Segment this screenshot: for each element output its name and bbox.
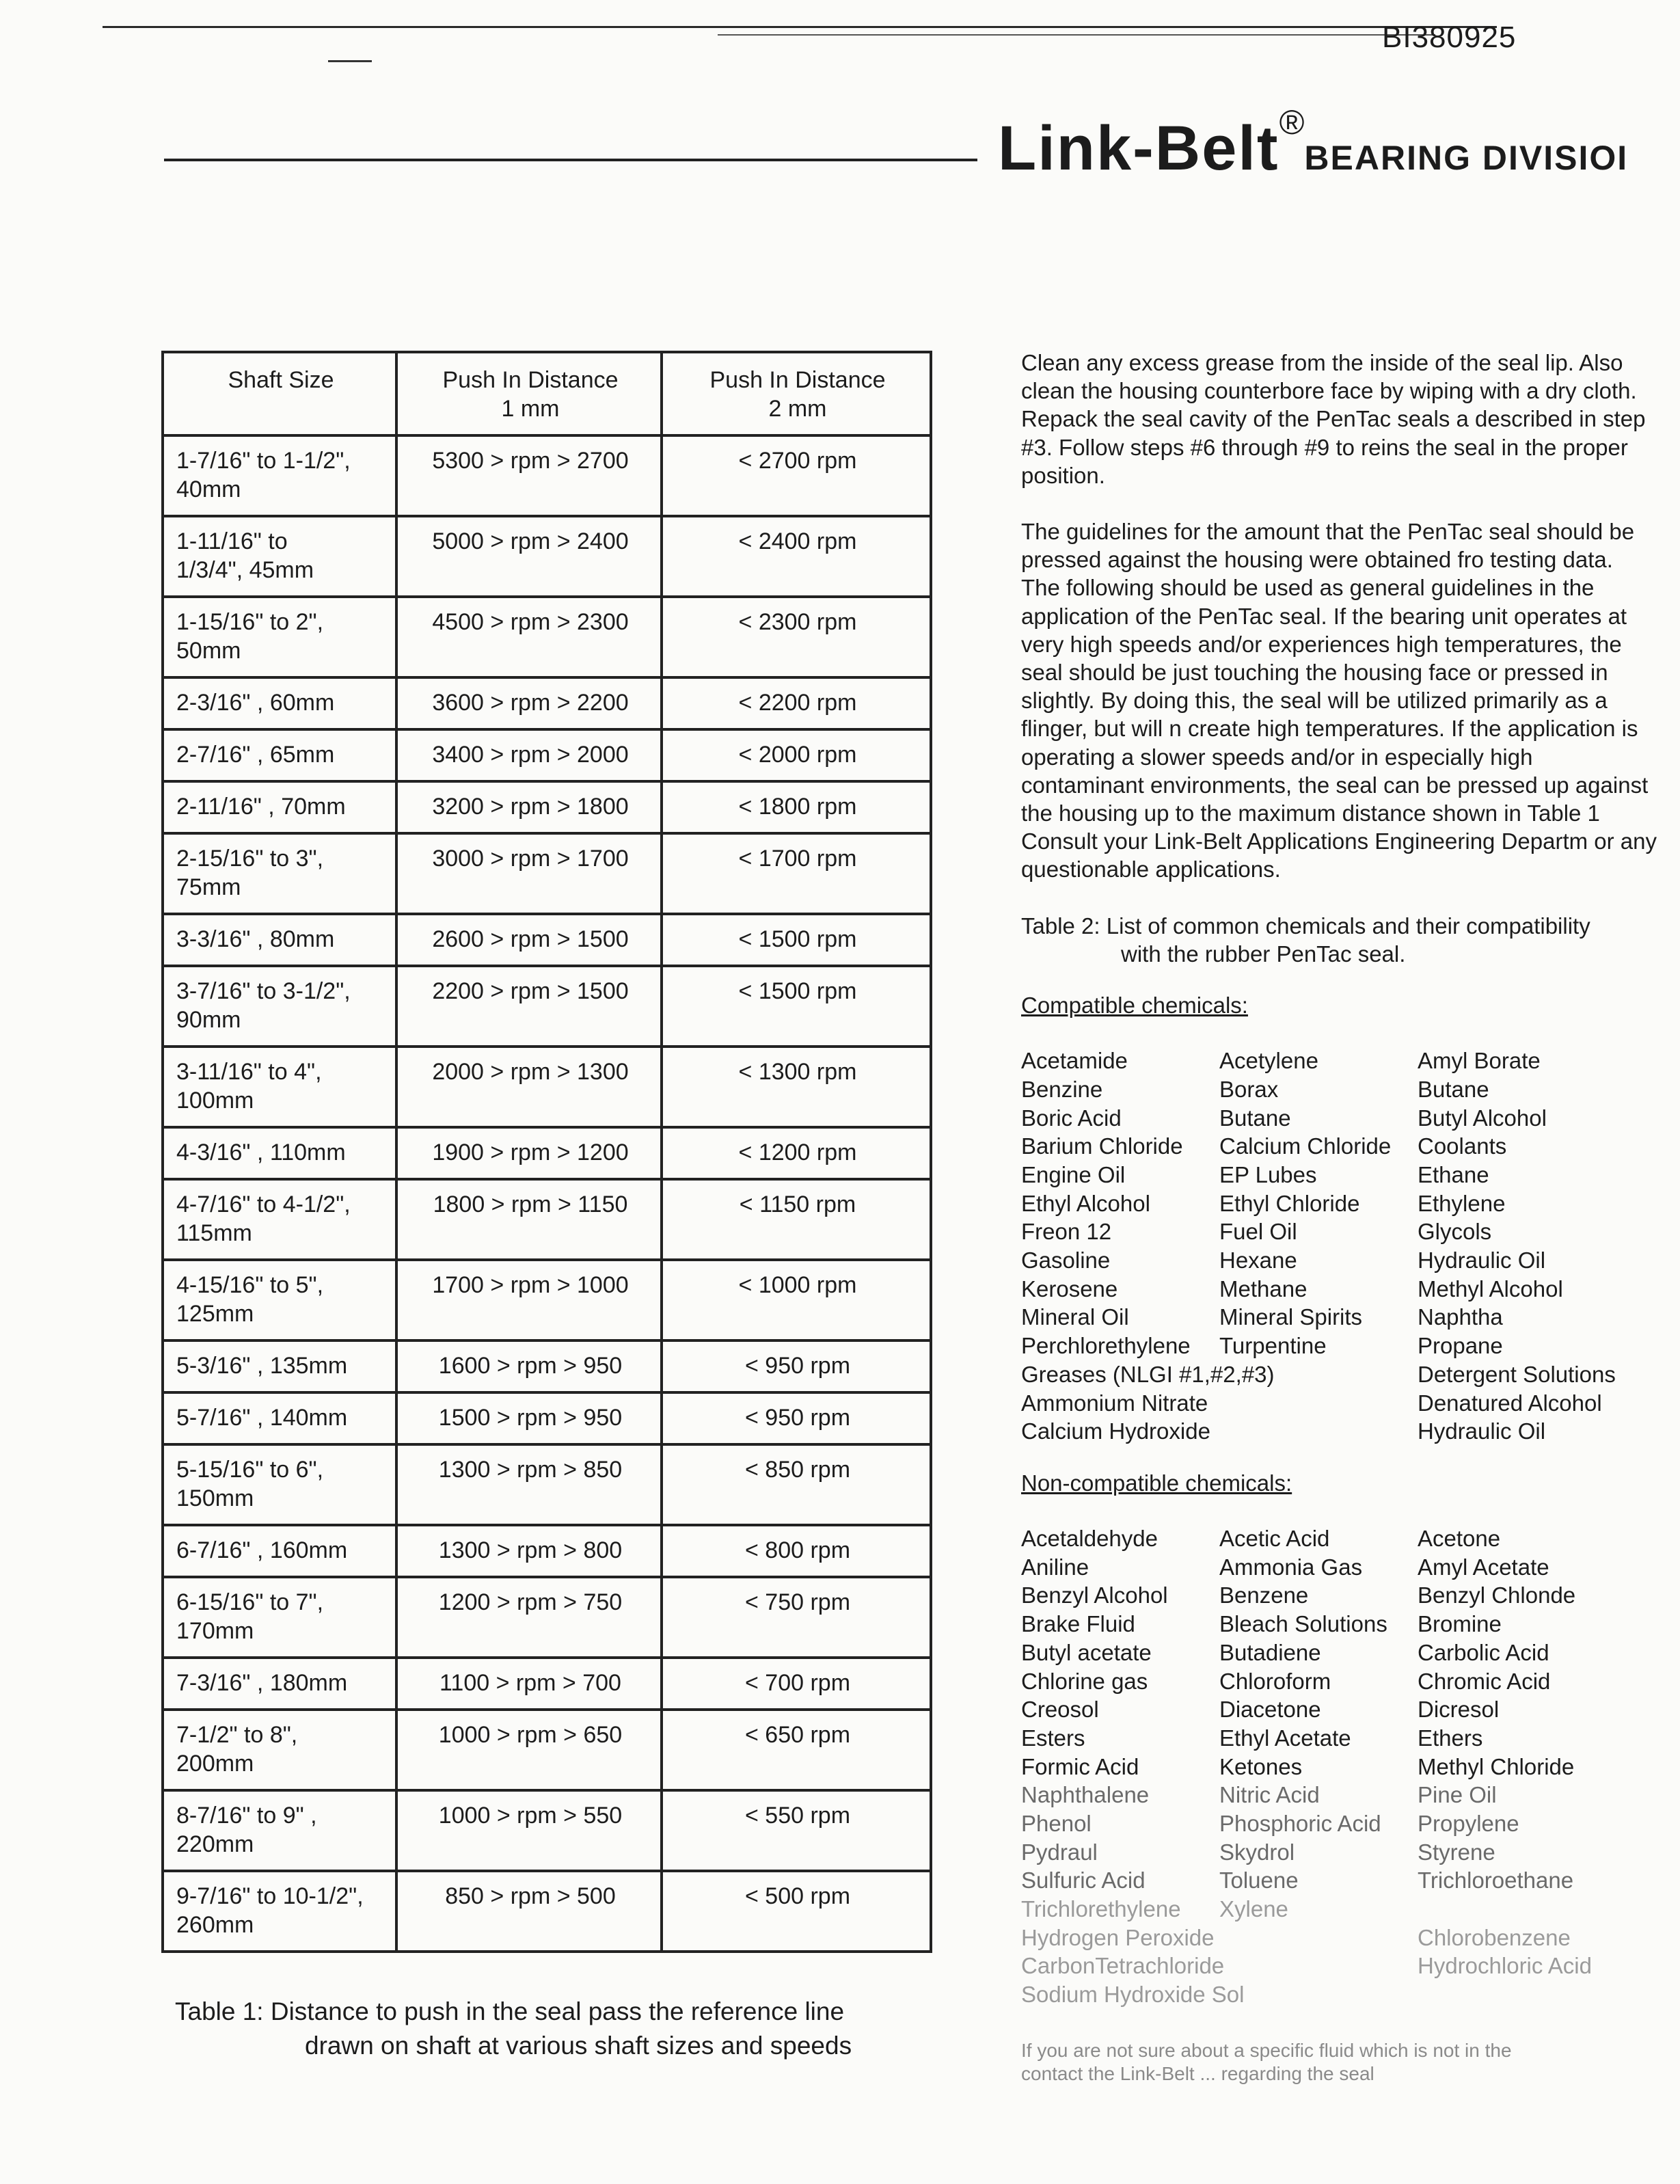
table-row [163,1577,931,1658]
push-2mm-cell: < 550 rpm [662,1790,931,1871]
chemical-item: Perchlorethylene [1021,1333,1191,1359]
table-row [163,435,931,516]
table-row [163,1392,931,1444]
shaft-size-cell: 9-7/16" to 10-1/2", 260mm [163,1871,396,1952]
table-row [163,1444,931,1525]
chemical-item: Pydraul [1021,1839,1098,1865]
table-row [163,729,931,781]
chemical-item: Ketones [1219,1753,1303,1779]
push-2mm-cell: < 750 rpm [662,1577,931,1658]
push-1mm-cell: 1700 > rpm > 1000 [396,1260,662,1340]
table-row [163,1790,931,1871]
chemical-item [1219,1389,1418,1418]
chemical-item: Methyl Alcohol [1418,1276,1563,1302]
chemical-item: Greases (NLGI #1,#2,#3) [1021,1361,1275,1387]
chemical-item: Phosphoric Acid [1219,1810,1381,1836]
chemical-item: Methyl Chloride [1418,1753,1575,1779]
table-row [163,597,931,677]
push-1mm-cell: 3000 > rpm > 1700 [396,833,662,914]
chemical-item [1219,1980,1418,2009]
chemical-item: CarbonTetrachloride [1021,1953,1225,1979]
table-row [163,914,931,966]
push-2mm-cell: < 1200 rpm [662,1127,931,1179]
table-row [163,516,931,597]
push-1mm-cell: 1000 > rpm > 650 [396,1710,662,1790]
chemical-item: Ammonium Nitrate [1021,1390,1208,1416]
table-body [163,435,931,1952]
shaft-size-cell: 4-3/16" , 110mm [163,1127,396,1179]
push-2mm-cell: < 1300 rpm [662,1047,931,1127]
push-1mm-cell: 3400 > rpm > 2000 [396,729,662,781]
table-row [163,1710,931,1790]
table2-caption [1021,912,1657,968]
shaft-size-cell: 1-15/16" to 2", 50mm [163,597,396,677]
footnote [1021,2039,1657,2086]
chemical-item: Acetaldehyde [1021,1526,1158,1552]
shaft-size-cell: 5-7/16" , 140mm [163,1392,396,1444]
chemical-item: Coolants [1418,1133,1507,1159]
chemical-item [1418,1980,1657,2009]
chemical-item: Amyl Acetate [1418,1554,1549,1580]
push-2mm-cell: < 1150 rpm [662,1179,931,1260]
push-1mm-cell: 3600 > rpm > 2200 [396,677,662,729]
footnote-line-2: contact the Link-Belt ... regarding the seal [1021,2062,1374,2084]
table-header-row [163,352,931,435]
chemical-item: Ammonia Gas [1219,1554,1363,1580]
chemical-item: Carbolic Acid [1418,1639,1549,1665]
shaft-size-cell: 7-3/16" , 180mm [163,1658,396,1710]
chemical-item: Hydrochloric Acid [1418,1953,1592,1979]
chemical-item: Ethyl Acetate [1219,1725,1351,1751]
caption-line-2: drawn on shaft at various shaft sizes and speeds [305,2032,852,2060]
chemical-item [1418,1895,1657,1924]
shaft-size-cell: 2-3/16" , 60mm [163,677,396,729]
chemical-item: Pine Oil [1418,1782,1497,1808]
chemical-item: Acetamide [1021,1048,1128,1074]
push-1mm-cell: 2200 > rpm > 1500 [396,966,662,1047]
chemical-item: Chlorine gas [1021,1668,1148,1694]
push-1mm-cell: 1300 > rpm > 850 [396,1444,662,1525]
shaft-size-cell: 4-15/16" to 5", 125mm [163,1260,396,1340]
chemical-item: Naphtha [1418,1304,1503,1330]
shaft-size-cell: 1-7/16" to 1-1/2", 40mm [163,435,396,516]
push-2mm-cell: < 650 rpm [662,1710,931,1790]
push-1mm-cell: 2600 > rpm > 1500 [396,914,662,966]
instructions-column [1021,349,1657,2086]
chemical-item: Butadiene [1219,1639,1321,1665]
table-row [163,1871,931,1952]
chemical-item: Benzyl Chlonde [1418,1582,1576,1608]
noncompatible-heading: Non-compatible chemicals: [1021,1470,1292,1496]
push-1mm-cell: 5300 > rpm > 2700 [396,435,662,516]
chemical-item: Chlorobenzene [1418,1924,1571,1950]
shaft-size-cell: 7-1/2" to 8", 200mm [163,1710,396,1790]
shaft-size-cell: 2-7/16" , 65mm [163,729,396,781]
push-1mm-cell: 3200 > rpm > 1800 [396,781,662,833]
chemical-item: Skydrol [1219,1839,1295,1865]
chemical-item: Calcium Chloride [1219,1133,1392,1159]
chemical-item: Esters [1021,1725,1085,1751]
push-1mm-cell: 1100 > rpm > 700 [396,1658,662,1710]
chemical-item: Ethane [1418,1162,1489,1188]
chemical-item: Nitric Acid [1219,1782,1320,1808]
compatible-chemicals-list [1021,1047,1657,1446]
chemical-item: Fuel Oil [1219,1219,1297,1245]
push-1mm-cell: 2000 > rpm > 1300 [396,1047,662,1127]
chemical-item: Propylene [1418,1810,1519,1836]
document-code: BI380925 [1382,21,1517,54]
chemical-item: Bleach Solutions [1219,1611,1387,1637]
chemical-item: Barium Chloride [1021,1133,1183,1159]
chemical-item: Hydraulic Oil [1418,1418,1546,1444]
chemical-item: Acetic Acid [1219,1526,1330,1552]
chemical-item: Naphthalene [1021,1782,1150,1808]
registered-mark: ® [1279,103,1305,141]
table-row [163,966,931,1047]
footnote-line-1: If you are not sure about a specific fluid which is not in the [1021,2039,1512,2061]
noncompatible-chemicals-list [1021,1524,1657,2009]
chemical-item: Benzine [1021,1076,1103,1102]
table-row [163,677,931,729]
chemical-item: Butyl Alcohol [1418,1105,1547,1131]
push-2mm-cell: < 2300 rpm [662,597,931,677]
push-1mm-cell: 1500 > rpm > 950 [396,1392,662,1444]
shaft-size-cell: 1-11/16" to 1/3/4", 45mm [163,516,396,597]
chemical-item: Toluene [1219,1868,1299,1893]
push-1mm-cell: 850 > rpm > 500 [396,1871,662,1952]
chemical-item: Ethylene [1418,1190,1506,1216]
push-2mm-cell: < 800 rpm [662,1525,931,1577]
chemical-item: Gasoline [1021,1248,1111,1273]
push-1mm-cell: 1900 > rpm > 1200 [396,1127,662,1179]
chemical-item: Formic Acid [1021,1753,1139,1779]
table-row [163,1127,931,1179]
chemical-item: Acetone [1418,1526,1501,1552]
push-2mm-cell: < 850 rpm [662,1444,931,1525]
tick-mark [328,60,372,62]
shaft-size-cell: 2-15/16" to 3", 75mm [163,833,396,914]
table-row [163,1658,931,1710]
chemical-item: Brake Fluid [1021,1611,1135,1637]
chemical-item: Dicresol [1418,1697,1500,1723]
chemical-item: Freon 12 [1021,1219,1112,1245]
push-2mm-cell: < 1800 rpm [662,781,931,833]
shaft-size-cell: 6-15/16" to 7", 170mm [163,1577,396,1658]
chemical-item: Benzyl Alcohol [1021,1582,1168,1608]
chemical-item: Borax [1219,1076,1279,1102]
chemical-item: Ethyl Alcohol [1021,1190,1150,1216]
push-2mm-cell: < 2700 rpm [662,435,931,516]
chemical-item: Detergent Solutions [1418,1361,1616,1387]
chemical-item: Butane [1418,1076,1489,1102]
push-1mm-cell: 1600 > rpm > 950 [396,1340,662,1392]
top-rule-secondary [718,34,1435,36]
push-2mm-cell: < 2000 rpm [662,729,931,781]
push-2mm-cell: < 950 rpm [662,1340,931,1392]
chemical-item: Trichloroethane [1418,1868,1574,1893]
table1-caption [175,1995,940,2063]
push-2mm-cell: < 2400 rpm [662,516,931,597]
chemical-item [1219,1952,1418,1980]
chemical-item: Engine Oil [1021,1162,1126,1188]
push-2mm-cell: < 500 rpm [662,1871,931,1952]
chemical-item: Ethers [1418,1725,1483,1751]
chemical-item: Diacetone [1219,1697,1321,1723]
table2-label: Table 2 [1021,913,1094,939]
table2-line-1: : List of common chemicals and their compatibility [1094,913,1590,939]
chemical-item: Bromine [1418,1611,1502,1637]
chemical-item: Butyl acetate [1021,1639,1152,1665]
push-1mm-cell: 1200 > rpm > 750 [396,1577,662,1658]
push-distance-table [161,351,932,1953]
table2-line-2: with the rubber PenTac seal. [1121,941,1406,967]
push-2mm-cell: < 1700 rpm [662,833,931,914]
push-2mm-cell: < 700 rpm [662,1658,931,1710]
shaft-size-cell: 8-7/16" to 9" , 220mm [163,1790,396,1871]
chemical-item: Acetylene [1219,1048,1318,1074]
brand-name: Link-Belt [998,113,1279,183]
shaft-size-cell: 4-7/16" to 4-1/2", 115mm [163,1179,396,1260]
chemical-item: Sulfuric Acid [1021,1868,1146,1893]
push-2mm-cell: < 1500 rpm [662,966,931,1047]
chemical-item: Methane [1219,1276,1308,1302]
shaft-size-cell: 5-3/16" , 135mm [163,1340,396,1392]
table-row [163,833,931,914]
push-2mm-cell: < 1500 rpm [662,914,931,966]
chemical-item: Xylene [1219,1896,1288,1922]
push-2mm-cell: < 2200 rpm [662,677,931,729]
chemical-item: Amyl Borate [1418,1048,1541,1074]
chemical-item: EP Lubes [1219,1162,1317,1188]
top-rule [103,26,1497,28]
caption-line-1: Table 1: Distance to push in the seal pass the reference line [175,1997,845,2025]
chemical-item: Benzene [1219,1582,1309,1608]
chemical-item: Calcium Hydroxide [1021,1418,1210,1444]
chemical-item: Trichlorethylene [1021,1896,1181,1922]
chemical-item: Propane [1418,1333,1503,1359]
chemical-item: Butane [1219,1105,1291,1131]
chemical-item: Sodium Hydroxide Sol [1021,1982,1245,2008]
chemical-item: Phenol [1021,1810,1092,1836]
push-1mm-cell: 4500 > rpm > 2300 [396,597,662,677]
table-header-cell: Push In Distance 2 mm [662,352,931,435]
table-row [163,1340,931,1392]
chemical-item: Mineral Oil [1021,1304,1129,1330]
chemical-item: Chloroform [1219,1668,1331,1694]
push-1mm-cell: 5000 > rpm > 2400 [396,516,662,597]
chemical-item: Creosol [1021,1697,1099,1723]
chemical-item: Boric Acid [1021,1105,1122,1131]
table-row [163,1525,931,1577]
table-row [163,1179,931,1260]
shaft-size-cell: 5-15/16" to 6", 150mm [163,1444,396,1525]
brand-logo [998,103,1628,185]
push-1mm-cell: 1300 > rpm > 800 [396,1525,662,1577]
chemical-item: Kerosene [1021,1276,1118,1302]
shaft-size-cell: 6-7/16" , 160mm [163,1525,396,1577]
push-1mm-cell: 1800 > rpm > 1150 [396,1179,662,1260]
chemical-item: Chromic Acid [1418,1668,1551,1694]
cleaning-paragraph: Clean any excess grease from the inside of the seal lip. Also clean the housing counterbore face by wiping with a dry cloth. Repack the seal cavity of the PenTac seals a described in step #3. Follow steps #6 through #9 to reins the seal in the proper position. [1021,350,1646,488]
chemical-item: Styrene [1418,1839,1495,1865]
table-row [163,781,931,833]
compatible-heading: Compatible chemicals: [1021,993,1248,1019]
chemical-item [1219,1417,1418,1446]
shaft-size-cell: 2-11/16" , 70mm [163,781,396,833]
shaft-size-cell: 3-3/16" , 80mm [163,914,396,966]
chemical-item: Ethyl Chloride [1219,1190,1360,1216]
chemical-item: Hydrogen Peroxide [1021,1924,1215,1950]
chemical-item: Aniline [1021,1554,1089,1580]
chemical-item: Glycols [1418,1219,1492,1245]
guidelines-paragraph: The guidelines for the amount that the PenTac seal should be pressed against the housing were obtained fro testing data. The following should be used as general guidelines in the application of the PenTac seal. If the bearing unit operates at very high speeds and/or experiences high temperatures, the seal should be just touching the housing face or pressed in slightly. By doing this, the seal will be utilized primarily as a flinger, but will n create high temperatures. If the application is operating a slower speeds and/or in especially high contaminant environments, the seal can be pressed up against the housing up to the maximum distance shown in Table 1 Consult your Link-Belt Applications Engineering Departm or any questionable applications. [1021,519,1657,882]
chemical-item [1219,1360,1418,1389]
header-rule [164,159,977,161]
shaft-size-cell: 3-11/16" to 4", 100mm [163,1047,396,1127]
push-2mm-cell: < 950 rpm [662,1392,931,1444]
shaft-size-cell: 3-7/16" to 3-1/2", 90mm [163,966,396,1047]
brand-division: BEARING DIVISIOI [1304,139,1629,177]
table-header-cell: Push In Distance 1 mm [396,352,662,435]
push-1mm-cell: 1000 > rpm > 550 [396,1790,662,1871]
chemical-item: Mineral Spirits [1219,1304,1363,1330]
chemical-item: Turpentine [1219,1333,1327,1359]
chemical-item: Denatured Alcohol [1418,1390,1602,1416]
push-2mm-cell: < 1000 rpm [662,1260,931,1340]
table-row [163,1047,931,1127]
chemical-item: Hydraulic Oil [1418,1248,1546,1273]
table-header-cell: Shaft Size [163,352,396,435]
chemical-item [1219,1924,1418,1952]
table-row [163,1260,931,1340]
chemical-item: Hexane [1219,1248,1297,1273]
